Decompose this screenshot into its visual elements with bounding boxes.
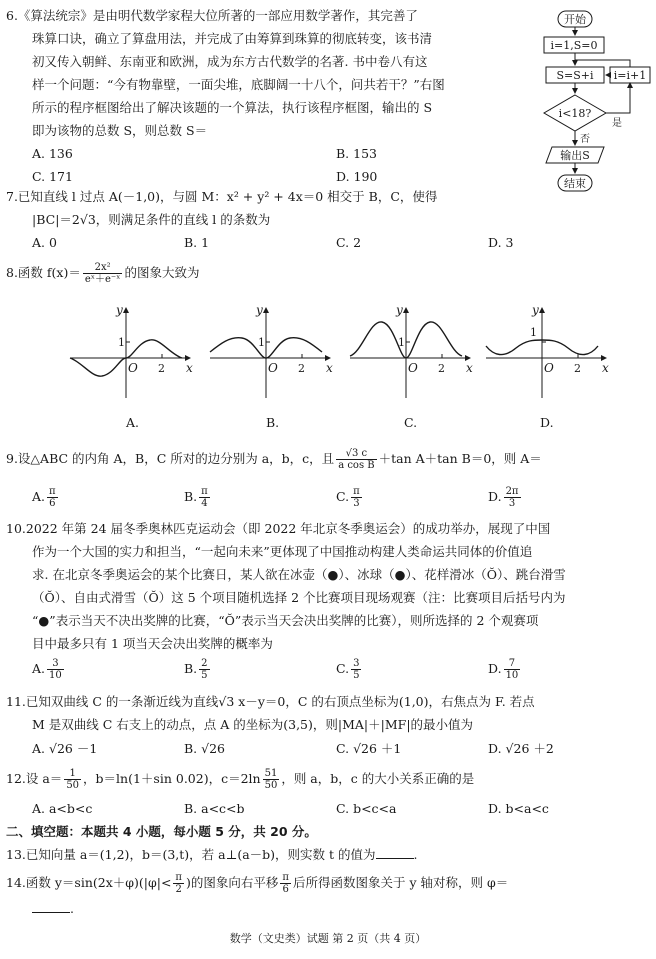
- q9-b-den: 4: [201, 498, 208, 509]
- q10-d-label: D.: [488, 661, 502, 676]
- q8-graph-b: [206, 302, 336, 402]
- flow-init-label: i=1,S=0: [550, 39, 598, 52]
- q12-option-d: D. b<a<c: [488, 801, 549, 816]
- flow-yes-label: 是: [612, 118, 622, 129]
- q8-c-y-label: y: [396, 303, 403, 317]
- q10-line-4: （Ŏ）、自由式滑雪（Ŏ）这 5 个项目随机选择 2 个比赛项目现场观赛（注：比赛项目后括号内为: [32, 590, 566, 605]
- q14-answer-blank[interactable]: [32, 900, 70, 913]
- q12-c-den: 50: [264, 780, 278, 791]
- q9-num: √3 c: [336, 448, 376, 460]
- q13-end: .: [413, 847, 418, 862]
- flow-start-label: 开始: [564, 13, 586, 26]
- q9-d-label: D.: [488, 489, 502, 504]
- q8-a-y-label: y: [116, 303, 123, 317]
- q12-a-num: 1: [64, 768, 81, 780]
- q10-c-den: 5: [353, 670, 360, 681]
- q6-option-b: B. 153: [336, 146, 377, 161]
- q6-option-d: D. 190: [336, 169, 378, 184]
- q8-b-x-label: x: [326, 361, 333, 375]
- q12-a-fraction: [64, 768, 81, 791]
- q8-b-y-label: y: [256, 303, 263, 317]
- q12-c-num: 51: [264, 768, 278, 779]
- q14-cond-den: 2: [175, 884, 182, 895]
- q10-a-den: 10: [49, 670, 62, 681]
- q10-line-6: 目中最多只有 1 项当天会决出奖牌的概率为: [32, 636, 273, 651]
- q8-stem: [6, 262, 199, 285]
- q9-d-den: 3: [508, 498, 516, 509]
- q14-part-2: 的图象向右平移: [190, 875, 279, 890]
- q13-answer-blank[interactable]: [376, 846, 414, 859]
- q14-cond-fraction: [173, 872, 184, 895]
- q7-line-1: 7.已知直线 l 过点 A(－1,0)，与圆 M：x² + y² + 4x＝0 相交于 B，C，使得: [6, 189, 438, 204]
- q7-line-2: |BC|＝2√3，则满足条件的直线 l 的条数为: [32, 212, 271, 227]
- q9-a-den: 6: [49, 498, 56, 509]
- q8-d-y-label: y: [532, 303, 539, 317]
- q6-line-1: 6.《算法统宗》是由明代数学家程大位所著的一部应用数学著作，其完善了: [6, 8, 418, 23]
- q8-d-tick-1: 1: [530, 326, 537, 339]
- flow-inc-label: i=i+1: [613, 69, 647, 82]
- q6-line-4: 样一个问题：“今有物靠壁，一面尖堆，底脚阔一十八个，问共若干？”右图: [32, 77, 445, 92]
- q8-a-origin: O: [128, 361, 138, 375]
- q8-c-tick-1: 1: [398, 336, 405, 349]
- q14-part-1: 14.函数 y＝sin(2x＋φ): [6, 875, 139, 890]
- q12-part-2: ，b＝ln(1＋sin 0.02)，c＝2ln: [83, 771, 261, 786]
- q10-d-num: 7: [504, 658, 521, 670]
- q6-line-3: 初又传入朝鲜、东南亚和欧洲，成为东方古代数学的名著. 书中卷八有这: [32, 54, 428, 69]
- q12-option-c: C. b<c<a: [336, 801, 397, 816]
- q14-end: .: [70, 901, 74, 916]
- q9-b-label: B.: [184, 489, 198, 504]
- q10-line-1: 10.2022 年第 24 届冬季奥林匹克运动会（即 2022 年北京冬季奥运会）的成功举办，展现了中国: [6, 521, 551, 536]
- q11-option-a: A. √26 －1: [32, 741, 98, 756]
- q8-option-c: C.: [404, 415, 418, 430]
- q7-option-d: D. 3: [488, 235, 514, 250]
- q14-part-3: 后所得函数图象关于 y 轴对称，则 φ＝: [292, 875, 509, 890]
- q13-text: 13.已知向量 a＝(1,2)，b＝(3,t)，若 a⊥(a－b)，则实数 t 的值为: [6, 847, 376, 862]
- q9-c-num: π: [353, 486, 360, 497]
- q8-c-tick-2: 2: [438, 362, 445, 375]
- q9-option-b: [184, 484, 212, 510]
- q9-den: a cos B: [338, 460, 375, 471]
- q8-a-tick-1: 1: [118, 336, 125, 349]
- q14-cond-post: ): [186, 875, 191, 890]
- q10-d-den: 10: [505, 670, 519, 681]
- q14-cond-num: π: [175, 872, 182, 883]
- q8-suffix: 的图象大致为: [124, 265, 200, 280]
- q8-b-origin: O: [268, 361, 278, 375]
- flow-output-label: 输出S: [560, 149, 590, 162]
- q12-option-a: A. a<b<c: [32, 801, 93, 816]
- q10-a-label: A.: [32, 661, 46, 676]
- q6-line-6: 即为该物的总数 S，则总数 S＝: [32, 123, 208, 138]
- q10-option-a: [32, 656, 66, 682]
- q8-b-tick-2: 2: [298, 362, 305, 375]
- q11-option-b: B. √26: [184, 741, 226, 756]
- q8-a-tick-2: 2: [158, 362, 165, 375]
- q10-option-b: [184, 656, 212, 682]
- q10-b-den: 5: [201, 670, 208, 681]
- flow-step-label: S=S+i: [556, 69, 594, 82]
- q10-a-num: 3: [47, 658, 64, 670]
- q12-a-den: 50: [66, 780, 80, 791]
- q9-option-d: [488, 484, 523, 510]
- q8-c-origin: O: [408, 361, 418, 375]
- q9-option-c: [336, 484, 364, 510]
- q9-d-num: 2π: [505, 486, 519, 497]
- q8-fraction: [83, 262, 123, 285]
- q8-c-x-label: x: [466, 361, 473, 375]
- flow-cond-label: i<18?: [558, 107, 592, 120]
- q14-stem: [6, 870, 508, 896]
- q9-fraction: [336, 448, 376, 471]
- flow-end-label: 结束: [564, 177, 586, 190]
- question-13: [6, 846, 418, 864]
- q6-line-2: 珠算口诀，确立了算盘用法，并完成了由筹算到珠算的彻底转变，该书清: [32, 31, 433, 46]
- q12-part-1: 12.设 a＝: [6, 771, 63, 786]
- q12-part-3: ，则 a，b，c 的大小关系正确的是: [281, 771, 475, 786]
- flow-no-label: 否: [580, 134, 590, 145]
- q11-line-2: M 是双曲线 C 右支上的动点，点 A 的坐标为(3,5)，则|MA|＋|MF|的最小值为: [32, 717, 474, 732]
- q11-option-d: D. √26 ＋2: [488, 741, 554, 756]
- q12-option-b: B. a<c<b: [184, 801, 245, 816]
- q9-stem: [6, 446, 542, 472]
- q9-suffix: ＋tan A＋tan B＝0，则 A＝: [378, 451, 542, 466]
- q8-graph-c: [346, 302, 476, 402]
- q8-graph-a: [66, 302, 196, 402]
- q11-option-c: C. √26 ＋1: [336, 741, 402, 756]
- q8-num: 2x²: [83, 262, 123, 274]
- q9-a-num: π: [49, 486, 56, 497]
- q7-option-b: B. 1: [184, 235, 210, 250]
- q6-option-a: A. 136: [32, 146, 73, 161]
- q10-option-d: [488, 656, 522, 682]
- q14-shift-den: 6: [282, 884, 289, 895]
- q11-line-1: 11.已知双曲线 C 的一条渐近线为直线√3 x－y＝0，C 的右顶点坐标为(1,0)，右焦点为 F. 若点: [6, 694, 535, 709]
- q8-d-origin: O: [544, 361, 554, 375]
- q14-shift-num: π: [282, 872, 289, 883]
- q8-option-b: B.: [266, 415, 280, 430]
- q10-line-2: 作为一个大国的实力和担当，“一起向未来”更体现了中国推动构建人类命运共同体的价值追: [32, 544, 533, 559]
- q8-a-x-label: x: [186, 361, 193, 375]
- q8-d-tick-2: 2: [574, 362, 581, 375]
- q8-option-d: D.: [540, 415, 554, 430]
- q12-stem: [6, 766, 474, 792]
- q10-line-5: “●”表示当天不决出奖牌的比赛，“Ŏ”表示当天会决出奖牌的比赛），则所选择的 2 个观赛项: [32, 613, 539, 628]
- q9-prefix: 9.设△ABC 的内角 A，B，C 所对的边分别为 a，b，c，且: [6, 451, 335, 466]
- q10-b-label: B.: [184, 661, 198, 676]
- page-footer: 数学（文史类）试题 第 2 页（共 4 页）: [229, 932, 427, 945]
- section-fill-in-heading: 二、填空题：本题共 4 小题，每小题 5 分，共 20 分。: [6, 824, 317, 839]
- q9-b-num: π: [201, 486, 208, 497]
- q14-answer-line: [32, 900, 74, 918]
- q9-option-a: [32, 484, 60, 510]
- q8-b-tick-1: 1: [258, 336, 265, 349]
- q6-line-5: 所示的程序框图给出了解决该题的一个算法，执行该程序框图，输出的 S: [32, 100, 433, 115]
- q8-graph-d: [482, 302, 612, 402]
- q6-flowchart: [530, 8, 654, 200]
- q7-option-a: A. 0: [32, 235, 57, 250]
- q8-prefix: 8.函数 f(x)＝: [6, 265, 81, 280]
- q10-c-label: C.: [336, 661, 350, 676]
- q9-c-label: C.: [336, 489, 350, 504]
- q8-den: eˣ＋e⁻ˣ: [84, 274, 121, 285]
- q8-d-x-label: x: [602, 361, 609, 375]
- q14-shift-fraction: [280, 872, 291, 895]
- q10-option-c: [336, 656, 363, 682]
- q6-option-c: C. 171: [32, 169, 73, 184]
- q7-option-c: C. 2: [336, 235, 362, 250]
- q9-a-label: A.: [32, 489, 46, 504]
- q10-c-num: 3: [353, 658, 360, 669]
- q10-line-3: 求. 在北京冬季奥运会的某个比赛日，某人欲在冰壶（●）、冰球（●）、花样滑冰（Ŏ）、跳台滑雪: [32, 567, 566, 582]
- q12-c-fraction: [263, 768, 280, 791]
- q9-c-den: 3: [353, 498, 360, 509]
- q14-cond-pre: (|φ|<: [138, 875, 172, 890]
- q8-option-a: A.: [126, 415, 140, 430]
- q10-b-num: 2: [201, 658, 208, 669]
